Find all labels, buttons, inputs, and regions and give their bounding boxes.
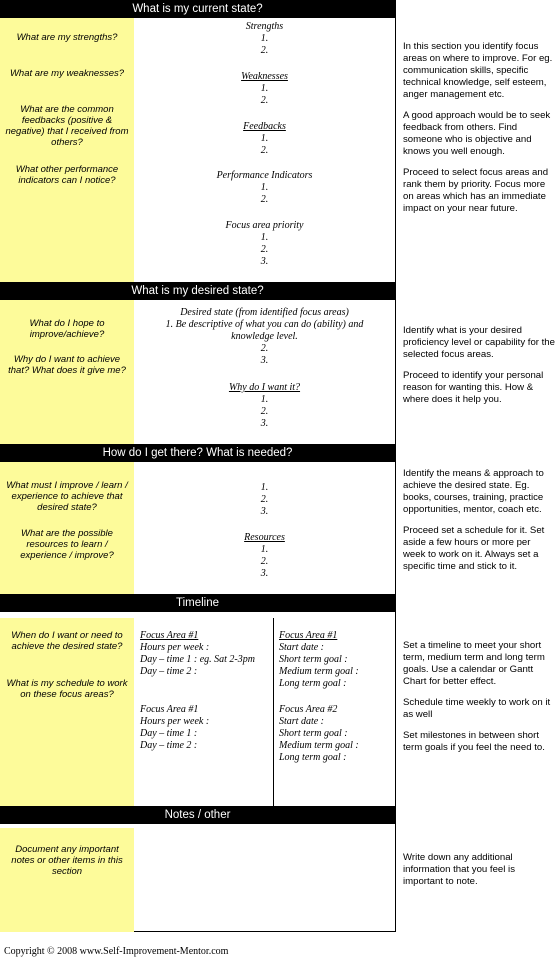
why-block xyxy=(134,382,395,430)
right1-title: Focus Area #1 xyxy=(279,630,338,641)
resources-item-1: 1. xyxy=(260,544,269,555)
indicators-item-2: 2. xyxy=(260,194,269,205)
strengths-block xyxy=(134,21,395,57)
desired-notes xyxy=(403,325,555,415)
priority-item-3: 3. xyxy=(260,256,269,267)
right1-line-2: Short term goal : xyxy=(279,654,348,665)
right2-line-4: Long term goal : xyxy=(279,752,347,763)
weaknesses-item-1: 1. xyxy=(260,83,269,94)
timeline-divider xyxy=(273,618,274,806)
question-when: When do I want or need to achieve the desired state? xyxy=(11,630,123,652)
why-item-2: 2. xyxy=(260,406,269,417)
question-weaknesses: What are my weaknesses? xyxy=(9,68,125,79)
left2-title: Focus Area #1 xyxy=(140,704,199,715)
strengths-item-1: 1. xyxy=(260,33,269,44)
right1-line-1: Start date : xyxy=(279,642,324,653)
steps-block xyxy=(134,482,395,518)
desired-item-3: 3. xyxy=(260,355,269,366)
notes-other-notes xyxy=(403,852,555,897)
left-block-2 xyxy=(140,704,209,752)
weaknesses-label: Weaknesses xyxy=(241,71,288,82)
desired-state-section xyxy=(0,300,395,444)
strengths-item-2: 2. xyxy=(260,45,269,56)
question-strengths: What are my strengths? xyxy=(16,32,118,43)
weaknesses-block xyxy=(134,71,395,107)
desired-note-1: Identify what is your desired proficiency level or capability for the selected focus areas. xyxy=(403,325,555,360)
left1-line-1: Hours per week : xyxy=(140,642,210,653)
question-resources: What are the possible resources to learn / experience / improve? xyxy=(20,528,114,561)
desired-label: Desired state (from identified focus areas) xyxy=(180,307,349,318)
indicators-item-1: 1. xyxy=(260,182,269,193)
left2-line-2: Day – time 1 : xyxy=(140,728,198,739)
weaknesses-item-2: 2. xyxy=(260,95,269,106)
timeline-notes xyxy=(403,640,555,763)
step-3: 3. xyxy=(260,506,269,517)
left2-line-1: Hours per week : xyxy=(140,716,210,727)
right1-line-3: Medium term goal : xyxy=(279,666,359,677)
how-questions xyxy=(0,462,134,594)
left-block-1 xyxy=(140,630,255,678)
feedbacks-item-2: 2. xyxy=(260,145,269,156)
question-why: Why do I want to achieve that? What does it give me? xyxy=(8,354,126,376)
priority-label: Focus area priority xyxy=(225,220,304,231)
timeline-note-3: Set milestones in between short term goals if you feel the need to. xyxy=(403,730,545,753)
why-item-3: 3. xyxy=(260,418,269,429)
current-note-3: Proceed to select focus areas and rank them by priority. Focus more on areas which has an immediate impact on your near future. xyxy=(403,167,549,214)
desired-note-2: Proceed to identify your personal reason for wanting this. How & where does it help you. xyxy=(403,370,544,405)
desired-content xyxy=(134,300,395,444)
priority-item-2: 2. xyxy=(260,244,269,255)
right-block-2 xyxy=(279,704,359,764)
how-notes xyxy=(403,468,555,582)
indicators-label: Performance Indicators xyxy=(216,170,313,181)
how-note-1: Identify the means & approach to achieve the desired state. Eg. books, courses, training, practice opportunities, mentor, coach etc. xyxy=(403,468,544,515)
resources-block xyxy=(134,532,395,580)
current-state-section xyxy=(0,18,395,282)
how-header: How do I get there? What is needed? xyxy=(0,444,395,462)
current-notes xyxy=(403,41,555,224)
desired-state-header: What is my desired state? xyxy=(0,282,395,300)
notes-other-questions xyxy=(0,828,134,932)
timeline-header: Timeline xyxy=(0,594,395,612)
right2-title: Focus Area #2 xyxy=(279,704,338,715)
current-questions xyxy=(0,18,134,282)
feedbacks-block xyxy=(134,121,395,157)
question-improve: What must I improve / learn / experience to achieve that desired state? xyxy=(6,480,128,513)
how-content xyxy=(134,462,395,594)
strengths-label: Strengths xyxy=(245,21,284,32)
step-2: 2. xyxy=(260,494,269,505)
timeline-right xyxy=(279,618,393,806)
how-note-2: Proceed set a schedule for it. Set aside a few hours or more per week to work on it. Always set a specific time and stick to it. xyxy=(403,525,545,572)
current-note-1: In this section you identify focus areas on where to improve. For eg. communication skills, specific technical knowledge, self esteem, anger management etc. xyxy=(403,41,553,100)
desired-block xyxy=(134,307,395,367)
left1-title: Focus Area #1 xyxy=(140,630,199,641)
desired-questions xyxy=(0,300,134,444)
indicators-block xyxy=(134,170,395,206)
notes-other-note-1: Write down any additional information that you feel is important to note. xyxy=(403,852,515,887)
current-note-2: A good approach would be to seek feedback from others. Find someone who is objective and knows you well enough. xyxy=(403,110,551,157)
right-block-1 xyxy=(279,630,359,690)
timeline-questions xyxy=(0,618,134,806)
timeline-note-1: Set a timeline to meet your short term, medium term and long term goals. Use a calendar or Gantt Chart for better effect. xyxy=(403,640,545,687)
resources-label: Resources xyxy=(244,532,285,543)
step-1: 1. xyxy=(260,482,269,493)
left1-line-2: Day – time 1 : eg. Sat 2-3pm xyxy=(140,654,255,665)
question-hope: What do I hope to improve/achieve? xyxy=(29,318,105,340)
timeline-section xyxy=(0,618,395,806)
how-section xyxy=(0,462,395,594)
priority-block xyxy=(134,220,395,268)
copyright-footer: Copyright © 2008 www.Self-Improvement-Mentor.com xyxy=(4,946,229,957)
question-indicators: What other performance indicators can I notice? xyxy=(15,164,119,186)
current-content xyxy=(134,18,395,282)
right2-line-1: Start date : xyxy=(279,716,324,727)
question-feedbacks: What are the common feedbacks (positive & negative) that I received from others? xyxy=(5,104,129,148)
right2-line-2: Short term goal : xyxy=(279,728,348,739)
timeline-left xyxy=(140,618,272,806)
feedbacks-item-1: 1. xyxy=(260,133,269,144)
right2-line-3: Medium term goal : xyxy=(279,740,359,751)
left1-line-3: Day – time 2 : xyxy=(140,666,198,677)
resources-item-3: 3. xyxy=(260,568,269,579)
timeline-note-2: Schedule time weekly to work on it as well xyxy=(403,697,551,720)
feedbacks-label: Feedbacks xyxy=(243,121,286,132)
desired-item-2: 2. xyxy=(260,343,269,354)
notes-other-section xyxy=(0,828,395,932)
question-document: Document any important notes or other items in this section xyxy=(11,844,123,877)
current-state-header: What is my current state? xyxy=(0,0,395,18)
left2-line-3: Day – time 2 : xyxy=(140,740,198,751)
right1-line-4: Long term goal : xyxy=(279,678,347,689)
resources-item-2: 2. xyxy=(260,556,269,567)
priority-item-1: 1. xyxy=(260,232,269,243)
question-schedule: What is my schedule to work on these focus areas? xyxy=(6,678,128,700)
why-label: Why do I want it? xyxy=(228,382,301,393)
desired-item-1: 1. Be descriptive of what you can do (ability) and knowledge level. xyxy=(165,319,364,342)
why-item-1: 1. xyxy=(260,394,269,405)
notes-other-header: Notes / other xyxy=(0,806,395,824)
